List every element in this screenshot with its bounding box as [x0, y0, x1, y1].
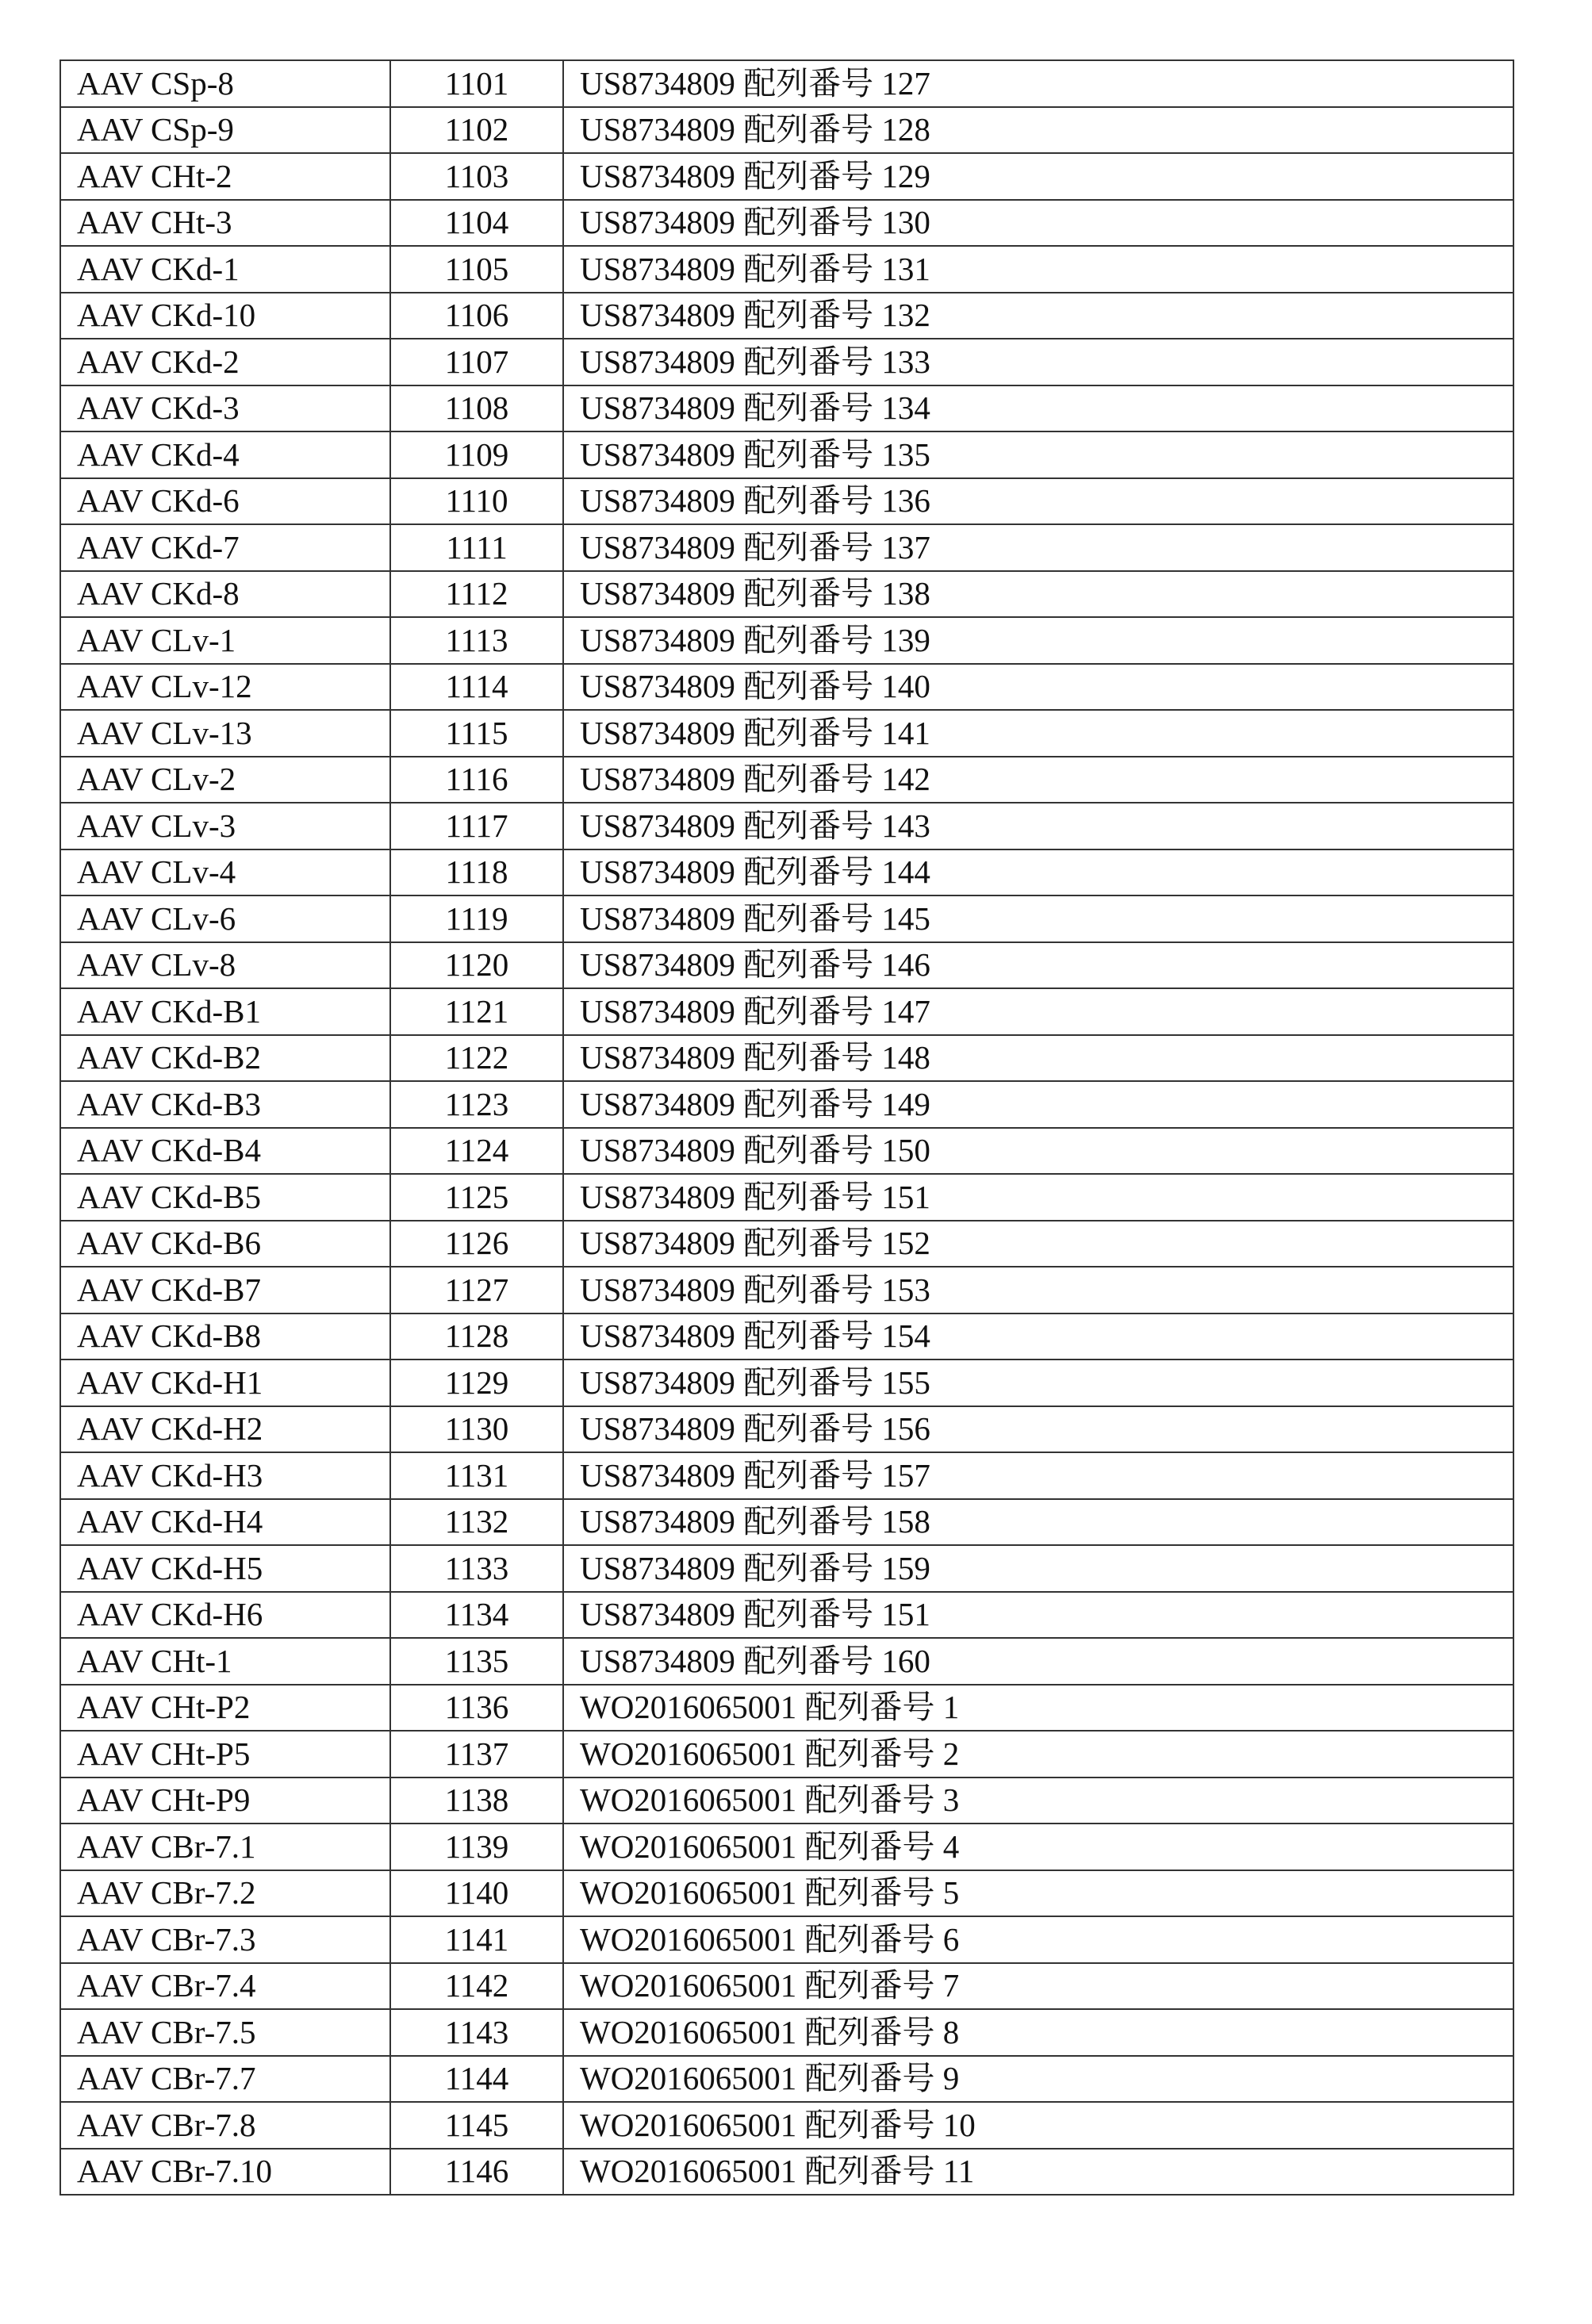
reference-cell: US8734809 配列番号 160 [563, 1638, 1513, 1685]
table-row [60, 1916, 1513, 1963]
seq-id-cell: 1117 [390, 803, 563, 849]
serotype-cell: AAV CKd-H1 [60, 1360, 390, 1406]
seq-id-cell: 1144 [390, 2056, 563, 2103]
reference-cell: US8734809 配列番号 153 [563, 1267, 1513, 1313]
sequence-table [59, 59, 1514, 2196]
reference-cell: US8734809 配列番号 132 [563, 293, 1513, 339]
seq-id-cell: 1106 [390, 293, 563, 339]
serotype-cell: AAV CKd-3 [60, 385, 390, 432]
seq-id-cell: 1124 [390, 1128, 563, 1175]
seq-id-cell: 1101 [390, 60, 563, 107]
reference-cell: US8734809 配列番号 154 [563, 1313, 1513, 1360]
seq-id-cell: 1123 [390, 1081, 563, 1128]
serotype-cell: AAV CBr-7.5 [60, 2009, 390, 2056]
table-row [60, 1267, 1513, 1313]
reference-cell: WO2016065001 配列番号 5 [563, 1870, 1513, 1917]
seq-id-cell: 1142 [390, 1963, 563, 2010]
seq-id-cell: 1127 [390, 1267, 563, 1313]
seq-id-cell: 1141 [390, 1916, 563, 1963]
seq-id-cell: 1145 [390, 2102, 563, 2149]
table-row [60, 2009, 1513, 2056]
seq-id-cell: 1133 [390, 1545, 563, 1592]
table-row [60, 988, 1513, 1035]
reference-cell: WO2016065001 配列番号 7 [563, 1963, 1513, 2010]
reference-cell: US8734809 配列番号 141 [563, 710, 1513, 757]
seq-id-cell: 1129 [390, 1360, 563, 1406]
seq-id-cell: 1118 [390, 849, 563, 896]
table-row [60, 710, 1513, 757]
table-row [60, 2102, 1513, 2149]
seq-id-cell: 1116 [390, 757, 563, 803]
table-row [60, 571, 1513, 618]
serotype-cell: AAV CBr-7.3 [60, 1916, 390, 1963]
reference-cell: US8734809 配列番号 148 [563, 1035, 1513, 1082]
serotype-cell: AAV CLv-1 [60, 617, 390, 664]
reference-cell: US8734809 配列番号 145 [563, 895, 1513, 942]
table-row [60, 1545, 1513, 1592]
table-row [60, 2056, 1513, 2103]
seq-id-cell: 1139 [390, 1824, 563, 1870]
serotype-cell: AAV CKd-B5 [60, 1174, 390, 1221]
table-row [60, 942, 1513, 989]
seq-id-cell: 1103 [390, 153, 563, 200]
seq-id-cell: 1132 [390, 1499, 563, 1546]
seq-id-cell: 1110 [390, 478, 563, 525]
reference-cell: US8734809 配列番号 134 [563, 385, 1513, 432]
seq-id-cell: 1108 [390, 385, 563, 432]
reference-cell: WO2016065001 配列番号 11 [563, 2149, 1513, 2196]
serotype-cell: AAV CKd-B4 [60, 1128, 390, 1175]
seq-id-cell: 1138 [390, 1778, 563, 1824]
serotype-cell: AAV CHt-3 [60, 200, 390, 247]
reference-cell: WO2016065001 配列番号 6 [563, 1916, 1513, 1963]
table-row [60, 1174, 1513, 1221]
table-row [60, 1360, 1513, 1406]
serotype-cell: AAV CHt-P5 [60, 1731, 390, 1778]
table-row [60, 1870, 1513, 1917]
serotype-cell: AAV CSp-8 [60, 60, 390, 107]
serotype-cell: AAV CKd-1 [60, 246, 390, 293]
reference-cell: US8734809 配列番号 135 [563, 431, 1513, 478]
serotype-cell: AAV CKd-H5 [60, 1545, 390, 1592]
reference-cell: US8734809 配列番号 151 [563, 1592, 1513, 1639]
seq-id-cell: 1120 [390, 942, 563, 989]
seq-id-cell: 1122 [390, 1035, 563, 1082]
reference-cell: US8734809 配列番号 140 [563, 664, 1513, 711]
serotype-cell: AAV CHt-P9 [60, 1778, 390, 1824]
serotype-cell: AAV CLv-8 [60, 942, 390, 989]
reference-cell: US8734809 配列番号 131 [563, 246, 1513, 293]
seq-id-cell: 1114 [390, 664, 563, 711]
table-row [60, 803, 1513, 849]
serotype-cell: AAV CBr-7.4 [60, 1963, 390, 2010]
serotype-cell: AAV CKd-H3 [60, 1452, 390, 1499]
table-row [60, 293, 1513, 339]
reference-cell: US8734809 配列番号 138 [563, 571, 1513, 618]
serotype-cell: AAV CKd-6 [60, 478, 390, 525]
serotype-cell: AAV CKd-H6 [60, 1592, 390, 1639]
reference-cell: WO2016065001 配列番号 9 [563, 2056, 1513, 2103]
table-row [60, 1452, 1513, 1499]
reference-cell: WO2016065001 配列番号 8 [563, 2009, 1513, 2056]
serotype-cell: AAV CHt-1 [60, 1638, 390, 1685]
seq-id-cell: 1131 [390, 1452, 563, 1499]
serotype-cell: AAV CKd-B3 [60, 1081, 390, 1128]
table-row [60, 246, 1513, 293]
seq-id-cell: 1130 [390, 1406, 563, 1453]
table-row [60, 431, 1513, 478]
seq-id-cell: 1128 [390, 1313, 563, 1360]
reference-cell: US8734809 配列番号 136 [563, 478, 1513, 525]
table-row [60, 107, 1513, 154]
table-row [60, 1778, 1513, 1824]
seq-id-cell: 1134 [390, 1592, 563, 1639]
serotype-cell: AAV CKd-B2 [60, 1035, 390, 1082]
serotype-cell: AAV CKd-7 [60, 524, 390, 571]
reference-cell: US8734809 配列番号 143 [563, 803, 1513, 849]
seq-id-cell: 1137 [390, 1731, 563, 1778]
serotype-cell: AAV CKd-B8 [60, 1313, 390, 1360]
reference-cell: US8734809 配列番号 150 [563, 1128, 1513, 1175]
table-row [60, 200, 1513, 247]
serotype-cell: AAV CKd-8 [60, 571, 390, 618]
reference-cell: US8734809 配列番号 129 [563, 153, 1513, 200]
table-row [60, 1128, 1513, 1175]
table-row [60, 849, 1513, 896]
reference-cell: WO2016065001 配列番号 10 [563, 2102, 1513, 2149]
seq-id-cell: 1112 [390, 571, 563, 618]
seq-id-cell: 1102 [390, 107, 563, 154]
table-row [60, 1221, 1513, 1267]
table-row [60, 617, 1513, 664]
table-row [60, 1035, 1513, 1082]
seq-id-cell: 1136 [390, 1685, 563, 1731]
seq-id-cell: 1140 [390, 1870, 563, 1917]
table-row [60, 524, 1513, 571]
seq-id-cell: 1113 [390, 617, 563, 664]
reference-cell: WO2016065001 配列番号 3 [563, 1778, 1513, 1824]
seq-id-cell: 1107 [390, 339, 563, 385]
seq-id-cell: 1115 [390, 710, 563, 757]
table-row [60, 153, 1513, 200]
reference-cell: US8734809 配列番号 149 [563, 1081, 1513, 1128]
serotype-cell: AAV CKd-B6 [60, 1221, 390, 1267]
seq-id-cell: 1111 [390, 524, 563, 571]
serotype-cell: AAV CKd-H4 [60, 1499, 390, 1546]
seq-id-cell: 1105 [390, 246, 563, 293]
table-row [60, 1592, 1513, 1639]
reference-cell: US8734809 配列番号 137 [563, 524, 1513, 571]
reference-cell: US8734809 配列番号 159 [563, 1545, 1513, 1592]
table-row [60, 2149, 1513, 2196]
table-row [60, 1638, 1513, 1685]
serotype-cell: AAV CLv-2 [60, 757, 390, 803]
table-row [60, 664, 1513, 711]
table-row [60, 1731, 1513, 1778]
serotype-cell: AAV CKd-H2 [60, 1406, 390, 1453]
reference-cell: US8734809 配列番号 155 [563, 1360, 1513, 1406]
reference-cell: US8734809 配列番号 146 [563, 942, 1513, 989]
seq-id-cell: 1119 [390, 895, 563, 942]
reference-cell: WO2016065001 配列番号 2 [563, 1731, 1513, 1778]
table-row [60, 1081, 1513, 1128]
serotype-cell: AAV CLv-4 [60, 849, 390, 896]
seq-id-cell: 1121 [390, 988, 563, 1035]
reference-cell: US8734809 配列番号 133 [563, 339, 1513, 385]
seq-id-cell: 1125 [390, 1174, 563, 1221]
reference-cell: US8734809 配列番号 127 [563, 60, 1513, 107]
table-row [60, 895, 1513, 942]
serotype-cell: AAV CBr-7.2 [60, 1870, 390, 1917]
seq-id-cell: 1143 [390, 2009, 563, 2056]
reference-cell: US8734809 配列番号 130 [563, 200, 1513, 247]
serotype-cell: AAV CBr-7.1 [60, 1824, 390, 1870]
reference-cell: US8734809 配列番号 156 [563, 1406, 1513, 1453]
table-row [60, 1963, 1513, 2010]
reference-cell: WO2016065001 配列番号 1 [563, 1685, 1513, 1731]
serotype-cell: AAV CBr-7.8 [60, 2102, 390, 2149]
table-body [60, 60, 1513, 2195]
table-row [60, 1824, 1513, 1870]
reference-cell: US8734809 配列番号 157 [563, 1452, 1513, 1499]
table-row [60, 60, 1513, 107]
table-row [60, 1499, 1513, 1546]
reference-cell: US8734809 配列番号 144 [563, 849, 1513, 896]
serotype-cell: AAV CLv-6 [60, 895, 390, 942]
reference-cell: US8734809 配列番号 128 [563, 107, 1513, 154]
reference-cell: US8734809 配列番号 158 [563, 1499, 1513, 1546]
seq-id-cell: 1126 [390, 1221, 563, 1267]
seq-id-cell: 1146 [390, 2149, 563, 2196]
reference-cell: US8734809 配列番号 147 [563, 988, 1513, 1035]
serotype-cell: AAV CBr-7.10 [60, 2149, 390, 2196]
reference-cell: US8734809 配列番号 151 [563, 1174, 1513, 1221]
seq-id-cell: 1109 [390, 431, 563, 478]
serotype-cell: AAV CKd-4 [60, 431, 390, 478]
seq-id-cell: 1104 [390, 200, 563, 247]
table-row [60, 385, 1513, 432]
serotype-cell: AAV CBr-7.7 [60, 2056, 390, 2103]
table-row [60, 1685, 1513, 1731]
reference-cell: US8734809 配列番号 139 [563, 617, 1513, 664]
serotype-cell: AAV CSp-9 [60, 107, 390, 154]
seq-id-cell: 1135 [390, 1638, 563, 1685]
serotype-cell: AAV CKd-B1 [60, 988, 390, 1035]
table-row [60, 478, 1513, 525]
reference-cell: US8734809 配列番号 142 [563, 757, 1513, 803]
serotype-cell: AAV CLv-3 [60, 803, 390, 849]
serotype-cell: AAV CKd-10 [60, 293, 390, 339]
table-row [60, 757, 1513, 803]
reference-cell: US8734809 配列番号 152 [563, 1221, 1513, 1267]
table-row [60, 1406, 1513, 1453]
serotype-cell: AAV CKd-2 [60, 339, 390, 385]
serotype-cell: AAV CKd-B7 [60, 1267, 390, 1313]
table-row [60, 1313, 1513, 1360]
serotype-cell: AAV CLv-13 [60, 710, 390, 757]
table-row [60, 339, 1513, 385]
reference-cell: WO2016065001 配列番号 4 [563, 1824, 1513, 1870]
serotype-cell: AAV CHt-2 [60, 153, 390, 200]
serotype-cell: AAV CHt-P2 [60, 1685, 390, 1731]
serotype-cell: AAV CLv-12 [60, 664, 390, 711]
